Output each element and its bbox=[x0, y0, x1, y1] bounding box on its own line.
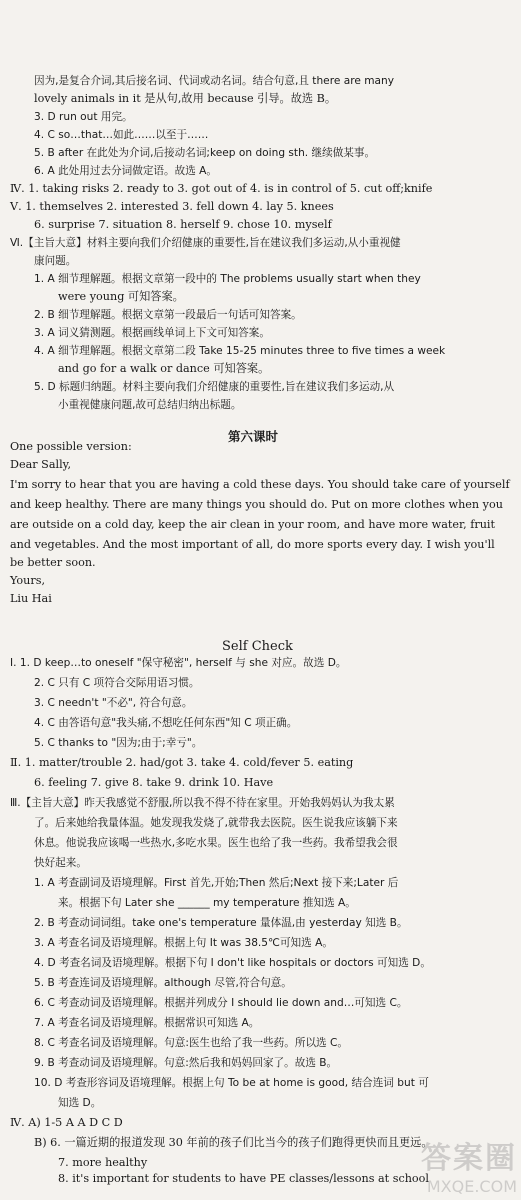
answer-line: 2. B 细节理解题。根据文章第一段最后一句话可知答案。 bbox=[34, 309, 302, 321]
answer-line: 因为,是复合介词,其后接名词、代词或动名词。结合句意,且 there are many bbox=[34, 75, 394, 87]
answer-line: 2. C 只有 C 项符合交际用语习惯。 bbox=[34, 677, 200, 689]
answer-line: 1. A 考查副词及语境理解。First 首先,开始;Then 然后;Next 接下来;Later 后 bbox=[34, 877, 399, 889]
answer-line: I'm sorry to hear that you are having a cold these days. You should take care of yourself bbox=[10, 478, 510, 491]
answer-line: 10. D 考查形容词及语境理解。根据上句 To be at home is good, 结合连词 but 可 bbox=[34, 1077, 429, 1089]
answer-line: Ⅴ. 1. themselves 2. interested 3. fell down 4. lay 5. knees bbox=[10, 200, 334, 213]
answer-line: 5. B after 在此处为介词,后接动名词;keep on doing sth. 继续做某事。 bbox=[34, 147, 376, 159]
answer-line: Dear Sally, bbox=[10, 458, 72, 471]
answer-line: 休息。他说我应该喝一些热水,多吃水果。医生也给了我一些药。我希望我会很 bbox=[34, 837, 398, 849]
answer-line: 4. C so…that…如此……以至于…… bbox=[34, 129, 209, 141]
lesson-heading: 第六课时 bbox=[228, 429, 279, 444]
watermark-logo: 答案圈 MXQE.COM bbox=[421, 1141, 517, 1196]
answer-line: 知选 D。 bbox=[58, 1097, 102, 1109]
answer-line: 4. D 考查名词及语境理解。根据下句 I don't like hospitals or doctors 可知选 D。 bbox=[34, 957, 431, 969]
answer-line: Ⅲ.【主旨大意】昨天我感觉不舒服,所以我不得不待在家里。开始我妈妈认为我太累 bbox=[10, 797, 395, 809]
answer-line: 3. C needn't "不必", 符合句意。 bbox=[34, 697, 193, 709]
answer-line: be better soon. bbox=[10, 556, 96, 569]
answer-line: 6. C 考查动词及语境理解。根据并列成分 I should lie down and…可知选 C。 bbox=[34, 997, 408, 1009]
answer-line: Liu Hai bbox=[10, 592, 52, 605]
answer-line: and keep healthy. There are many things you should do. Put on more clothes when you bbox=[10, 498, 503, 511]
answer-line: 3. A 词义猜测题。根据画线单词上下文可知答案。 bbox=[34, 327, 270, 339]
answer-line: 7. more healthy bbox=[58, 1156, 148, 1169]
answer-line: 康问题。 bbox=[34, 255, 77, 267]
answer-line: 3. D run out 用完。 bbox=[34, 111, 133, 123]
answer-line: 4. C 由答语句意"我头痛,不想吃任何东西"知 C 项正确。 bbox=[34, 717, 298, 729]
answer-line: Ⅰ. 1. D keep…to oneself "保守秘密", herself 与 she 对应。故选 D。 bbox=[10, 657, 347, 669]
answer-line: 3. A 考查名词及语境理解。根据上句 It was 38.5℃可知选 A。 bbox=[34, 937, 333, 949]
answer-line: 6. A 此处用过去分词做定语。故选 A。 bbox=[34, 165, 218, 177]
answer-line: and go for a walk or dance 可知答案。 bbox=[58, 362, 270, 375]
answer-line: Ⅳ. A) 1-5 A A D C D bbox=[10, 1116, 123, 1129]
answer-line: B) 6. 一篇近期的报道发现 30 年前的孩子们比当今的孩子们跑得更快而且更远。 bbox=[34, 1136, 433, 1149]
answer-line: 7. A 考查名词及语境理解。根据常识可知选 A。 bbox=[34, 1017, 260, 1029]
answer-line: 9. B 考查动词及语境理解。句意:然后我和妈妈回家了。故选 B。 bbox=[34, 1057, 338, 1069]
answer-line: were young 可知答案。 bbox=[58, 290, 184, 303]
answer-line: One possible version: bbox=[10, 440, 132, 453]
answer-line: 来。根据下句 Later she ______ my temperature 推知选 A。 bbox=[58, 897, 356, 909]
answer-line: 6. surprise 7. situation 8. herself 9. chose 10. myself bbox=[34, 218, 332, 231]
answer-line: 5. C thanks to "因为;由于;幸亏"。 bbox=[34, 737, 203, 749]
answer-line: 8. C 考查名词及语境理解。句意:医生也给了我一些药。所以选 C。 bbox=[34, 1037, 349, 1049]
answer-line: Ⅳ. 1. taking risks 2. ready to 3. got out of 4. is in control of 5. cut off;knife bbox=[10, 182, 433, 195]
self-check-heading: Self Check bbox=[222, 639, 293, 654]
answer-line: 小重视健康问题,故可总结归纳出标题。 bbox=[58, 399, 242, 411]
answer-line: 4. A 细节理解题。根据文章第二段 Take 15-25 minutes three to five times a week bbox=[34, 345, 446, 357]
answer-line: 快好起来。 bbox=[34, 857, 87, 869]
answer-line: 1. A 细节理解题。根据文章第一段中的 The problems usually start when they bbox=[34, 273, 421, 285]
answer-line: lovely animals in it 是从句,故用 because 引导。故选 B。 bbox=[34, 92, 337, 105]
answer-line: Ⅵ.【主旨大意】材料主要向我们介绍健康的重要性,旨在建议我们多运动,从小重视健 bbox=[10, 237, 401, 249]
answer-line: 8. it's important for students to have PE classes/lessons at school bbox=[58, 1172, 429, 1185]
answer-line: 2. B 考查动词词组。take one's temperature 量体温,由 yesterday 知选 B。 bbox=[34, 917, 408, 929]
answer-line: 6. feeling 7. give 8. take 9. drink 10. Have bbox=[34, 776, 274, 789]
answer-line: are outside on a cold day, keep the air clean in your room, and have more water, fruit bbox=[10, 518, 495, 531]
answer-line: Ⅱ. 1. matter/trouble 2. had/got 3. take 4. cold/fever 5. eating bbox=[10, 756, 354, 769]
answer-line: 了。后来她给我量体温。她发现我发烧了,就带我去医院。医生说我应该躺下来 bbox=[34, 817, 398, 829]
answer-line: 5. D 标题归纳题。材料主要向我们介绍健康的重要性,旨在建议我们多运动,从 bbox=[34, 381, 395, 393]
answer-line: Yours, bbox=[10, 574, 45, 587]
answer-line: 5. B 考查连词及语境理解。although 尽管,符合句意。 bbox=[34, 977, 292, 989]
answer-line: and vegetables. And the most important of all, do more sports every day. I wish you'll bbox=[10, 538, 495, 551]
